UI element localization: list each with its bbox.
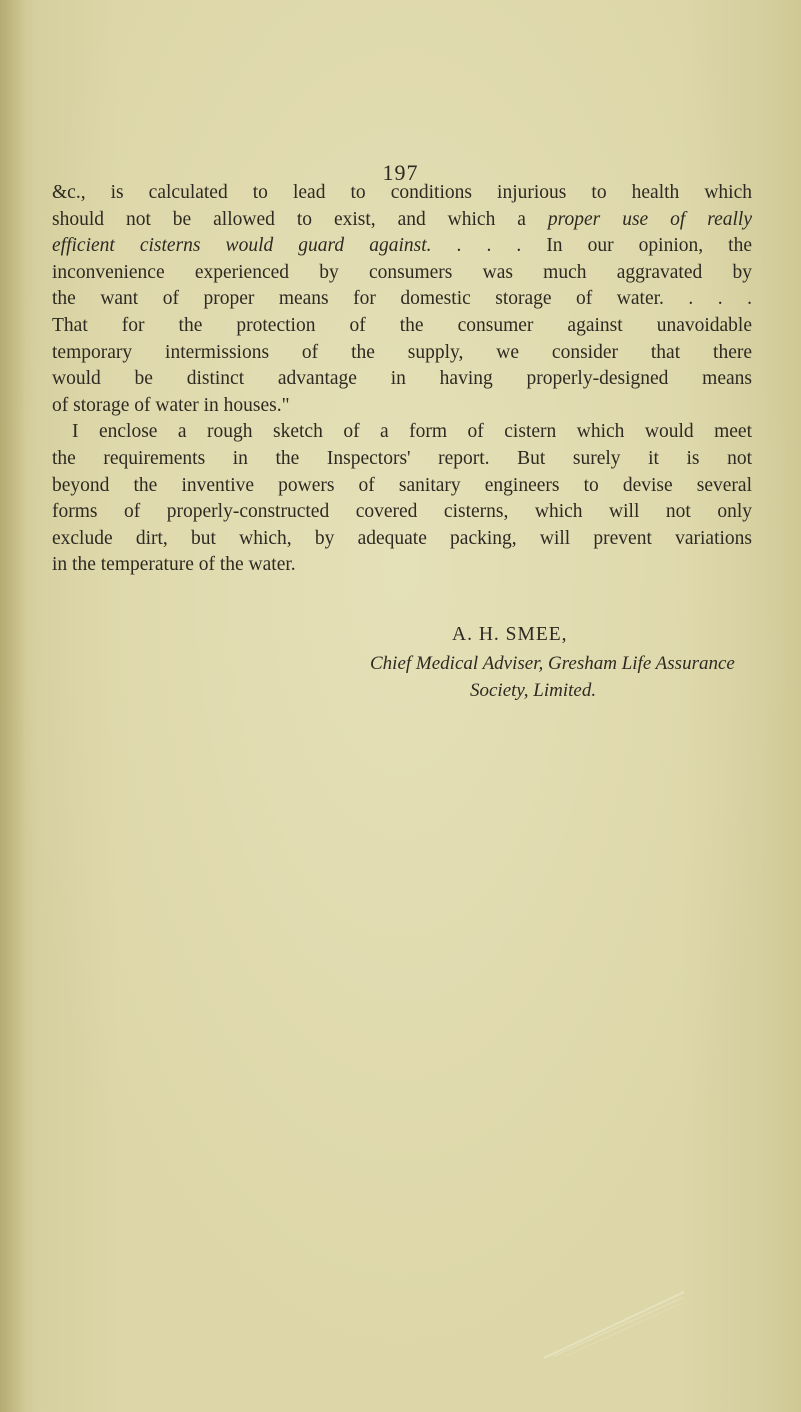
signature-organization: Society, Limited.	[470, 680, 597, 701]
text-line: the want of proper means for domestic storage of water. . . .	[52, 288, 752, 310]
text-line: of storage of water in houses."	[52, 394, 290, 416]
signature-name: A. H. SMEE,	[452, 624, 568, 645]
text-line: the requirements in the Inspectors' report. But surely it is not	[52, 447, 752, 469]
text-line: beyond the inventive powers of sanitary engineers to devise several	[52, 474, 752, 496]
signature-title: Chief Medical Adviser, Gresham Life Assurance	[370, 653, 735, 674]
text-line: exclude dirt, but which, by adequate packing, will prevent variations	[52, 527, 752, 549]
text-line: inconvenience experienced by consumers was much aggravated by	[52, 261, 752, 283]
text-line: forms of properly-constructed covered cisterns, which will not only	[52, 501, 752, 523]
text-line: should not be allowed to exist, and which a proper use of really	[52, 208, 752, 230]
body-text	[52, 180, 752, 579]
page-number: 197	[382, 160, 419, 185]
text-line: efficient cisterns would guard against. . . . In our opinion, the	[52, 235, 752, 257]
text-line: in the temperature of the water.	[52, 554, 296, 576]
text-line: would be distinct advantage in having properly-designed means	[52, 368, 752, 390]
text-line: &c., is calculated to lead to conditions injurious to health which	[52, 182, 752, 203]
paper-crease-mark	[544, 1290, 684, 1360]
text-line: I enclose a rough sketch of a form of cistern which would meet	[72, 421, 752, 443]
binding-shadow	[0, 0, 26, 1412]
text-line: That for the protection of the consumer against unavoidable	[52, 314, 752, 336]
text-line: temporary intermissions of the supply, we consider that there	[52, 341, 752, 363]
